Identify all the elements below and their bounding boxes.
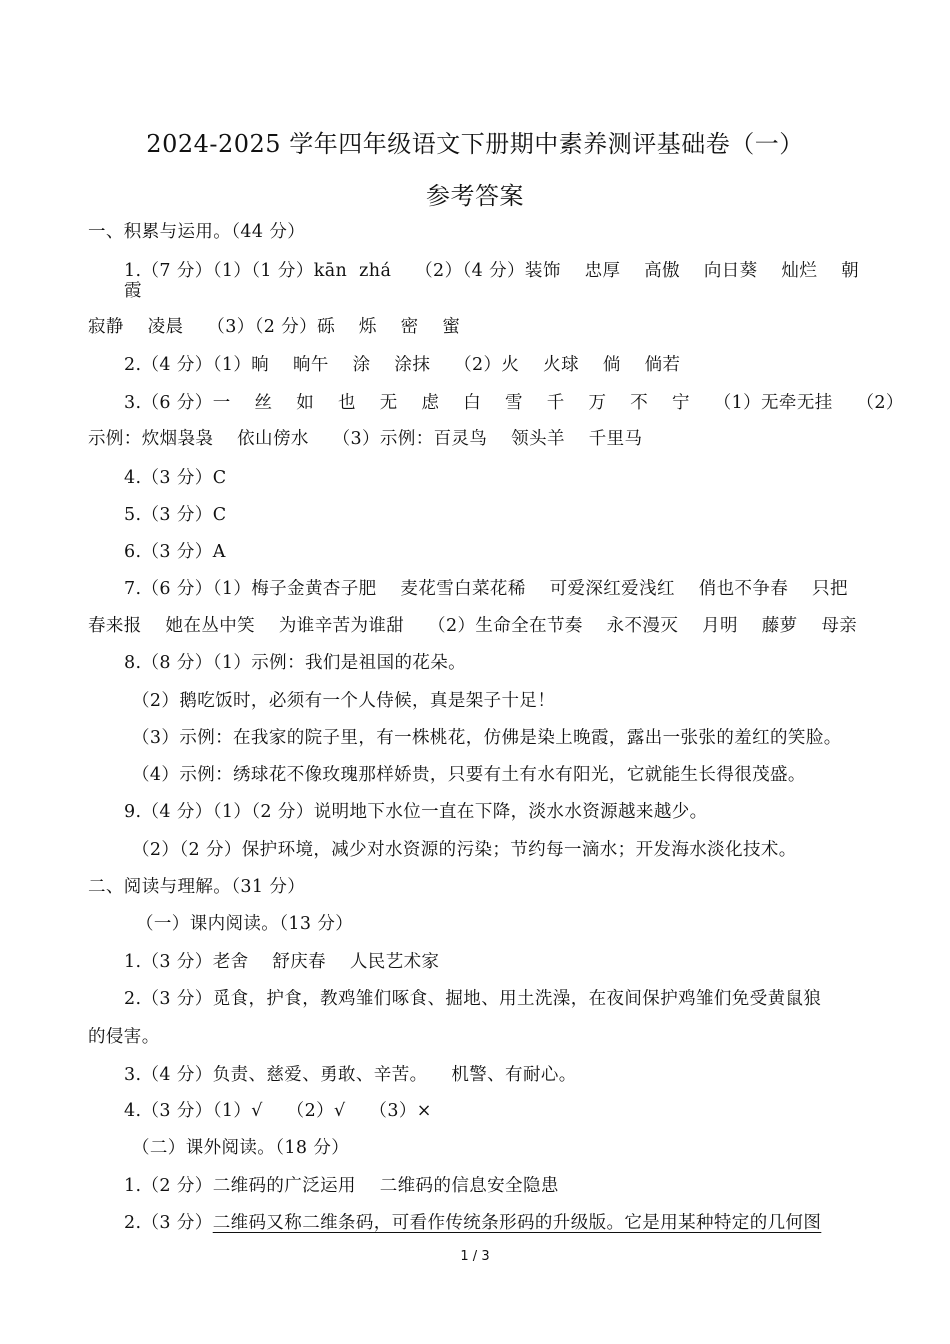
section-heading: 二、阅读与理解。（31 分） [88,877,306,897]
answer-line: （2）鹅吃饭时，必须有一个人侍候，真是架子十足！ [132,691,556,711]
answer-line: 8.（8 分）（1）示例：我们是祖国的花朵。 [124,653,467,673]
answer-line [124,1212,821,1234]
subsection-heading: （一）课内阅读。（13 分） [136,914,354,934]
answer-number: 2.（3 分） [124,1213,213,1233]
answer-line: 6.（3 分）A [124,542,226,562]
answer-line: 2.（3 分）觅食，护食，教鸡雏们啄食、掘地、用土洗澡，在夜间保护鸡雏们免受黄鼠狼 [124,989,822,1009]
answer-line: 2.（4 分）（1）晌 晌午 涂 涂抹 （2）火 火球 倘 倘若 [124,355,681,375]
answer-line: 霞 [124,281,142,301]
answer-line: （2）（2 分）保护环境，减少对水资源的污染；节约每一滴水；开发海水淡化技术。 [132,840,797,860]
document-subtitle: 参考答案 [426,182,524,210]
answer-line: （4）示例：绣球花不像玫瑰那样娇贵，只要有土有水有阳光，它就能生长得很茂盛。 [132,765,806,785]
answer-line: 春来报 她在丛中笑 为谁辛苦为谁甜 （2）生命全在节奏 永不漫灭 月明 藤萝 母亲 [88,616,858,636]
answer-line: 9.（4 分）（1）（2 分）说明地下水位一直在下降，淡水水资源越来越少。 [124,802,708,822]
answer-line: 1.（7 分）（1）（1 分）kān zhá （2）（4 分）装饰 忠厚 高傲 向日葵 灿烂 朝 [124,261,859,281]
answer-line: 示例：炊烟袅袅 依山傍水 （3）示例：百灵鸟 领头羊 千里马 [88,429,643,449]
answer-line: （3）示例：在我家的院子里，有一株桃花，仿佛是染上晚霞，露出一张张的羞红的笑脸。 [132,728,842,748]
answer-line: 1.（3 分）老舍 舒庆春 人民艺术家 [124,952,440,972]
document-title: 2024-2025 学年四年级语文下册期中素养测评基础卷（一） [146,130,804,158]
answer-line: 5.（3 分）C [124,505,227,525]
answer-line: 的侵害。 [88,1027,160,1047]
page-number: 1 / 3 [460,1249,490,1264]
answer-line: 1.（2 分）二维码的广泛运用 二维码的信息安全隐患 [124,1176,559,1196]
answer-line: 7.（6 分）（1）梅子金黄杏子肥 麦花雪白菜花稀 可爱深红爱浅红 俏也不争春 只把 [124,579,848,599]
subsection-heading: （二）课外阅读。（18 分） [132,1138,350,1158]
underlined-answer: 二维码又称二维条码，可看作传统条形码的升级版。它是用某种特定的几何图 [212,1213,822,1233]
section-heading: 一、积累与运用。（44 分） [88,222,306,242]
answer-line: 3.（4 分）负责、慈爱、勇敢、辛苦。 机警、有耐心。 [124,1065,577,1085]
answer-line: 4.（3 分）（1）√ （2）√ （3）× [124,1101,432,1121]
answer-line: 3.（6 分）一 丝 如 也 无 虑 白 雪 千 万 不 宁 （1）无牵无挂 （2） [124,393,904,413]
answer-line: 4.（3 分）C [124,468,227,488]
answer-line: 寂静 凌晨 （3）（2 分）砾 烁 密 蜜 [88,317,461,337]
